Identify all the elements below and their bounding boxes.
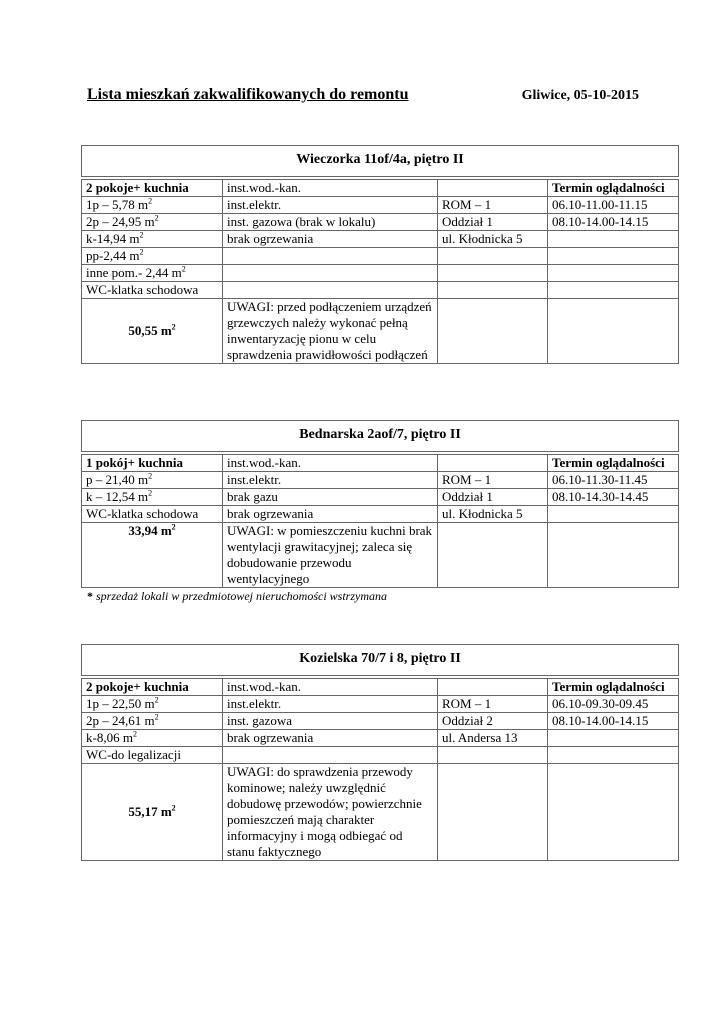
install-cell: inst.elektr. (223, 196, 438, 213)
install-cell: inst.wod.-kan. (223, 178, 438, 197)
empty-cell (438, 522, 548, 587)
install-cell: inst.wod.-kan. (223, 677, 438, 696)
viewing-cell (548, 230, 679, 247)
install-cell: brak ogrzewania (223, 230, 438, 247)
install-cell (223, 247, 438, 264)
rooms-cell: 2 pokoje+ kuchnia (82, 178, 223, 197)
area-cell: k-8,06 $m^2$ (82, 729, 223, 746)
document-place-date: Gliwice, 05-10-2015 (521, 88, 639, 103)
area-cell: pp-2,44 $m^2$ (82, 247, 223, 264)
empty-cell (438, 453, 548, 472)
install-cell: inst.elektr. (223, 471, 438, 488)
area-cell: WC-klatka schodowa (82, 281, 223, 298)
rooms-cell: 1 pokój+ kuchnia (82, 453, 223, 472)
install-cell: inst. gazowa (223, 712, 438, 729)
area-cell: WC-klatka schodowa (82, 505, 223, 522)
area-cell: p – 21,40 $m^2$ (82, 471, 223, 488)
total-area-cell: 50,55 $m^2$ (82, 298, 223, 363)
viewing-cell (548, 281, 679, 298)
empty-cell (548, 522, 679, 587)
area-cell: 2p – 24,95 $m^2$ (82, 213, 223, 230)
install-cell: brak ogrzewania (223, 505, 438, 522)
install-cell: inst.elektr. (223, 695, 438, 712)
apartment-title: Kozielska 70/7 i 8, piętro II (82, 645, 679, 677)
apartment-table-2 (81, 420, 679, 588)
total-area-cell: 33,94 $m^2$ (82, 522, 223, 587)
apartment-title: Bednarska 2aof/7, piętro II (82, 421, 679, 453)
notes-cell: UWAGI: do sprawdzenia przewody kominowe; należy uwzględnić dobudowę przewodów; powierzchnie pomieszczeń mają charakter informacyjny i mogą odbiegać od stanu faktycznego (223, 763, 438, 860)
install-cell (223, 281, 438, 298)
install-cell (223, 264, 438, 281)
rooms-cell: 2 pokoje+ kuchnia (82, 677, 223, 696)
install-cell: brak ogrzewania (223, 729, 438, 746)
viewing-cell: 08.10-14.00-14.15 (548, 712, 679, 729)
apartment-title: Wieczorka 11of/4a, piętro II (82, 146, 679, 178)
document-title: Lista mieszkań zakwalifikowanych do remontu (87, 86, 409, 103)
office-cell (438, 264, 548, 281)
empty-cell (548, 763, 679, 860)
footnote-text: sprzedaż lokali w przedmiotowej nieruchomości wstrzymana (96, 589, 387, 603)
install-cell: brak gazu (223, 488, 438, 505)
office-cell: ROM – 1 (438, 196, 548, 213)
office-cell: ul. Andersa 13 (438, 729, 548, 746)
notes-cell: UWAGI: w pomieszczeniu kuchni brak wentylacji grawitacyjnej; zaleca się dobudowanie przewodu wentylacyjnego (223, 522, 438, 587)
viewing-header: Termin oglądalności (548, 453, 679, 472)
viewing-cell (548, 247, 679, 264)
viewing-cell (548, 746, 679, 763)
footnote-star: * (87, 589, 93, 603)
install-cell (223, 746, 438, 763)
office-cell: Oddział 2 (438, 712, 548, 729)
apartment-table-1 (81, 145, 679, 364)
install-cell: inst. gazowa (brak w lokalu) (223, 213, 438, 230)
office-cell (438, 247, 548, 264)
total-area-cell: 55,17 $m^2$ (82, 763, 223, 860)
office-cell (438, 281, 548, 298)
empty-cell (438, 763, 548, 860)
office-cell: ROM – 1 (438, 471, 548, 488)
area-cell: 2p – 24,61 $m^2$ (82, 712, 223, 729)
viewing-cell: 06.10-09.30-09.45 (548, 695, 679, 712)
viewing-cell: 08.10-14.00-14.15 (548, 213, 679, 230)
notes-cell: UWAGI: przed podłączeniem urządzeń grzewczych należy wykonać pełną inwentaryzację pionu w celu sprawdzenia prawidłowości podłączeń (223, 298, 438, 363)
office-cell: ROM – 1 (438, 695, 548, 712)
empty-cell (548, 298, 679, 363)
viewing-cell: 08.10-14.30-14.45 (548, 488, 679, 505)
empty-cell (438, 677, 548, 696)
area-cell: k – 12,54 $m^2$ (82, 488, 223, 505)
install-cell: inst.wod.-kan. (223, 453, 438, 472)
footnote (87, 589, 387, 604)
viewing-header: Termin oglądalności (548, 677, 679, 696)
document-header (87, 86, 639, 108)
viewing-cell (548, 264, 679, 281)
apartment-table-3 (81, 644, 679, 861)
area-cell: inne pom.- 2,44 $m^2$ (82, 264, 223, 281)
office-cell: Oddział 1 (438, 213, 548, 230)
viewing-cell (548, 505, 679, 522)
viewing-cell (548, 729, 679, 746)
viewing-cell: 06.10-11.30-11.45 (548, 471, 679, 488)
area-cell: k-14,94 $m^2$ (82, 230, 223, 247)
area-cell: 1p – 22,50 $m^2$ (82, 695, 223, 712)
empty-cell (438, 298, 548, 363)
viewing-header: Termin oglądalności (548, 178, 679, 197)
office-cell: ul. Kłodnicka 5 (438, 505, 548, 522)
office-cell (438, 746, 548, 763)
office-cell: ul. Kłodnicka 5 (438, 230, 548, 247)
viewing-cell: 06.10-11.00-11.15 (548, 196, 679, 213)
area-cell: WC-do legalizacji (82, 746, 223, 763)
office-cell: Oddział 1 (438, 488, 548, 505)
empty-cell (438, 178, 548, 197)
area-cell: 1p – 5,78 $m^2$ (82, 196, 223, 213)
